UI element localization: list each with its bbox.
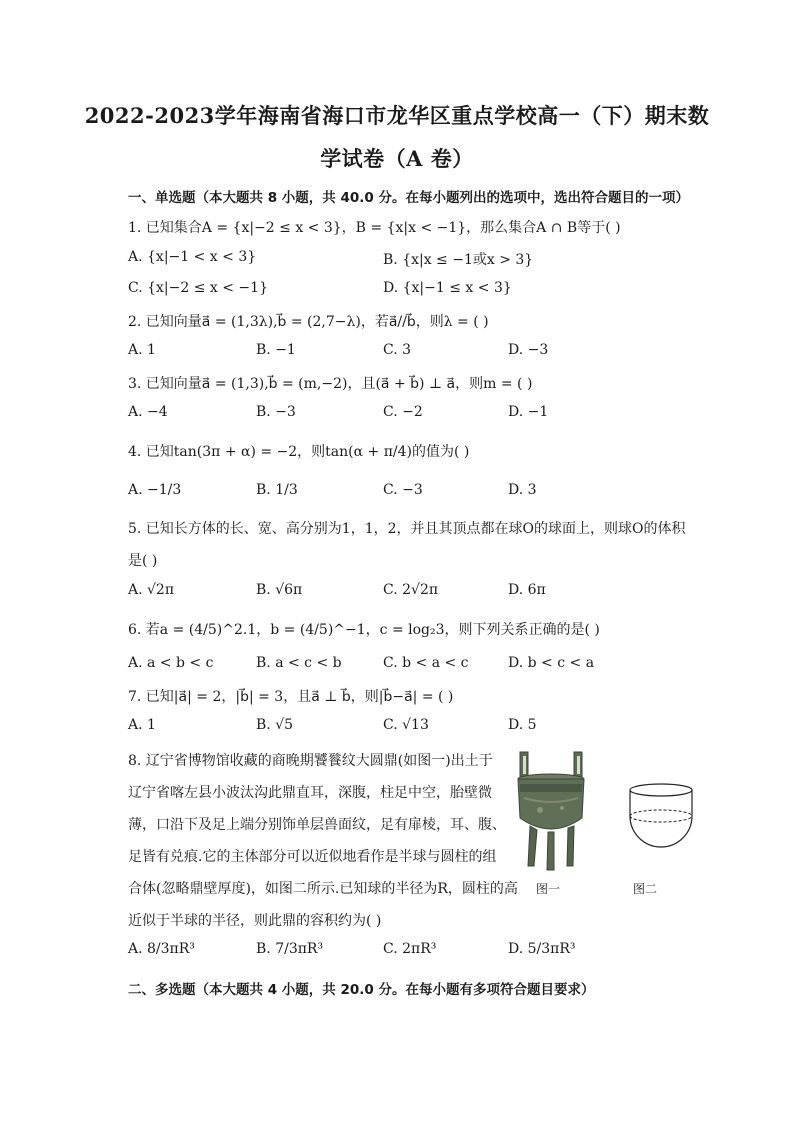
q1-option-d: D. {x|−1 ≤ x < 3}: [383, 280, 512, 296]
q7-option-b: B. √5: [256, 717, 294, 733]
question-8-line-5: 合体(忽略鼎壁厚度)，如图二所示.已知球的半径为R，圆柱的高: [128, 881, 518, 897]
q7-option-d: D. 5: [508, 717, 537, 733]
question-1-stem: 1. 已知集合A = {x|−2 ≤ x < 3}，B = {x|x < −1}，那么集合A ∩ B等于( ): [128, 220, 621, 236]
question-8-line-1: 8. 辽宁省博物馆收藏的商晚期饕餮纹大圆鼎(如图一)出土于: [128, 753, 493, 769]
question-8-line-3: 薄，口沿下及足上端分别饰单层兽面纹，足有扉棱，耳、腹、: [128, 817, 506, 833]
q5-option-a: A. √2π: [128, 582, 175, 598]
q6-option-c: C. b < a < c: [383, 655, 469, 671]
q4-option-c: C. −3: [383, 482, 423, 498]
q2-option-b: B. −1: [256, 342, 296, 358]
question-8-line-2: 辽宁省喀左县小波汰沟此鼎直耳，深腹，柱足中空，胎壁微: [128, 785, 492, 801]
question-8-line-4: 足皆有兑痕.它的主体部分可以近似地看作是半球与圆柱的组: [128, 849, 497, 865]
question-4-stem: 4. 已知tan(3π + α) = −2，则tan(α + π/4)的值为( ): [128, 444, 470, 460]
q4-option-a: A. −1/3: [128, 482, 182, 498]
q4-option-b: B. 1/3: [256, 482, 298, 498]
q7-option-a: A. 1: [128, 717, 156, 733]
q2-option-a: A. 1: [128, 342, 156, 358]
bronze-ding-figure: [512, 748, 590, 876]
q8-option-d: D. 5/3πR³: [508, 941, 576, 957]
q5-option-c: C. 2√2π: [383, 582, 439, 598]
q7-option-c: C. √13: [383, 717, 429, 733]
q6-option-b: B. a < c < b: [256, 655, 342, 671]
q8-option-a: A. 8/3πR³: [128, 941, 195, 957]
q6-option-a: A. a < b < c: [128, 655, 214, 671]
q5-option-b: B. √6π: [256, 582, 303, 598]
question-5-stem-line-2: 是( ): [128, 553, 158, 569]
section-heading-multi-choice: 二、多选题（本大题共 4 小题，共 20.0 分。在每小题有多项符合题目要求）: [128, 982, 595, 998]
q4-option-d: D. 3: [508, 482, 537, 498]
q3-option-c: C. −2: [383, 404, 423, 420]
q2-option-d: D. −3: [508, 342, 549, 358]
figure-2-label: 图二: [633, 882, 658, 896]
q6-option-d: D. b < c < a: [508, 655, 595, 671]
question-8-line-6: 近似于半球的半径，则此鼎的容积约为( ): [128, 913, 382, 929]
title-line-1: 2022-2023学年海南省海口市龙华区重点学校高一（下）期末数: [84, 103, 710, 128]
q3-option-b: B. −3: [256, 404, 296, 420]
q1-option-c: C. {x|−2 ≤ x < −1}: [128, 280, 268, 296]
q5-option-d: D. 6π: [508, 582, 546, 598]
figure-1-label: 图一: [536, 882, 561, 896]
cylinder-hemisphere-figure: [626, 780, 696, 850]
question-7-stem: 7. 已知|a⃗| = 2，|b⃗| = 3，且a⃗ ⊥ b⃗，则|b⃗−a⃗| = ( ): [128, 689, 454, 705]
question-6-stem: 6. 若a = (4/5)^2.1，b = (4/5)^−1，c = log₂3，则下列关系正确的是( ): [128, 622, 600, 638]
section-heading-single-choice: 一、单选题（本大题共 8 小题，共 40.0 分。在每小题列出的选项中，选出符合题目的一项）: [128, 190, 690, 206]
question-5-stem-line-1: 5. 已知长方体的长、宽、高分别为1，1，2，并且其顶点都在球O的球面上，则球O的体积: [128, 521, 686, 537]
q1-option-a: A. {x|−1 < x < 3}: [128, 249, 257, 265]
q3-option-d: D. −1: [508, 404, 549, 420]
q8-option-c: C. 2πR³: [383, 941, 437, 957]
question-2-stem: 2. 已知向量a⃗ = (1,3λ),b⃗ = (2,7−λ)，若a⃗//b⃗，则λ = ( ): [128, 314, 489, 330]
q2-option-c: C. 3: [383, 342, 412, 358]
q8-option-b: B. 7/3πR³: [256, 941, 324, 957]
q1-option-b: B. {x|x ≤ −1或x > 3}: [383, 252, 534, 268]
q3-option-a: A. −4: [128, 404, 168, 420]
question-3-stem: 3. 已知向量a⃗ = (1,3),b⃗ = (m,−2)，且(a⃗ + b⃗) ⊥ a⃗，则m = ( ): [128, 376, 533, 392]
title-line-2: 学试卷（A 卷）: [320, 146, 474, 171]
